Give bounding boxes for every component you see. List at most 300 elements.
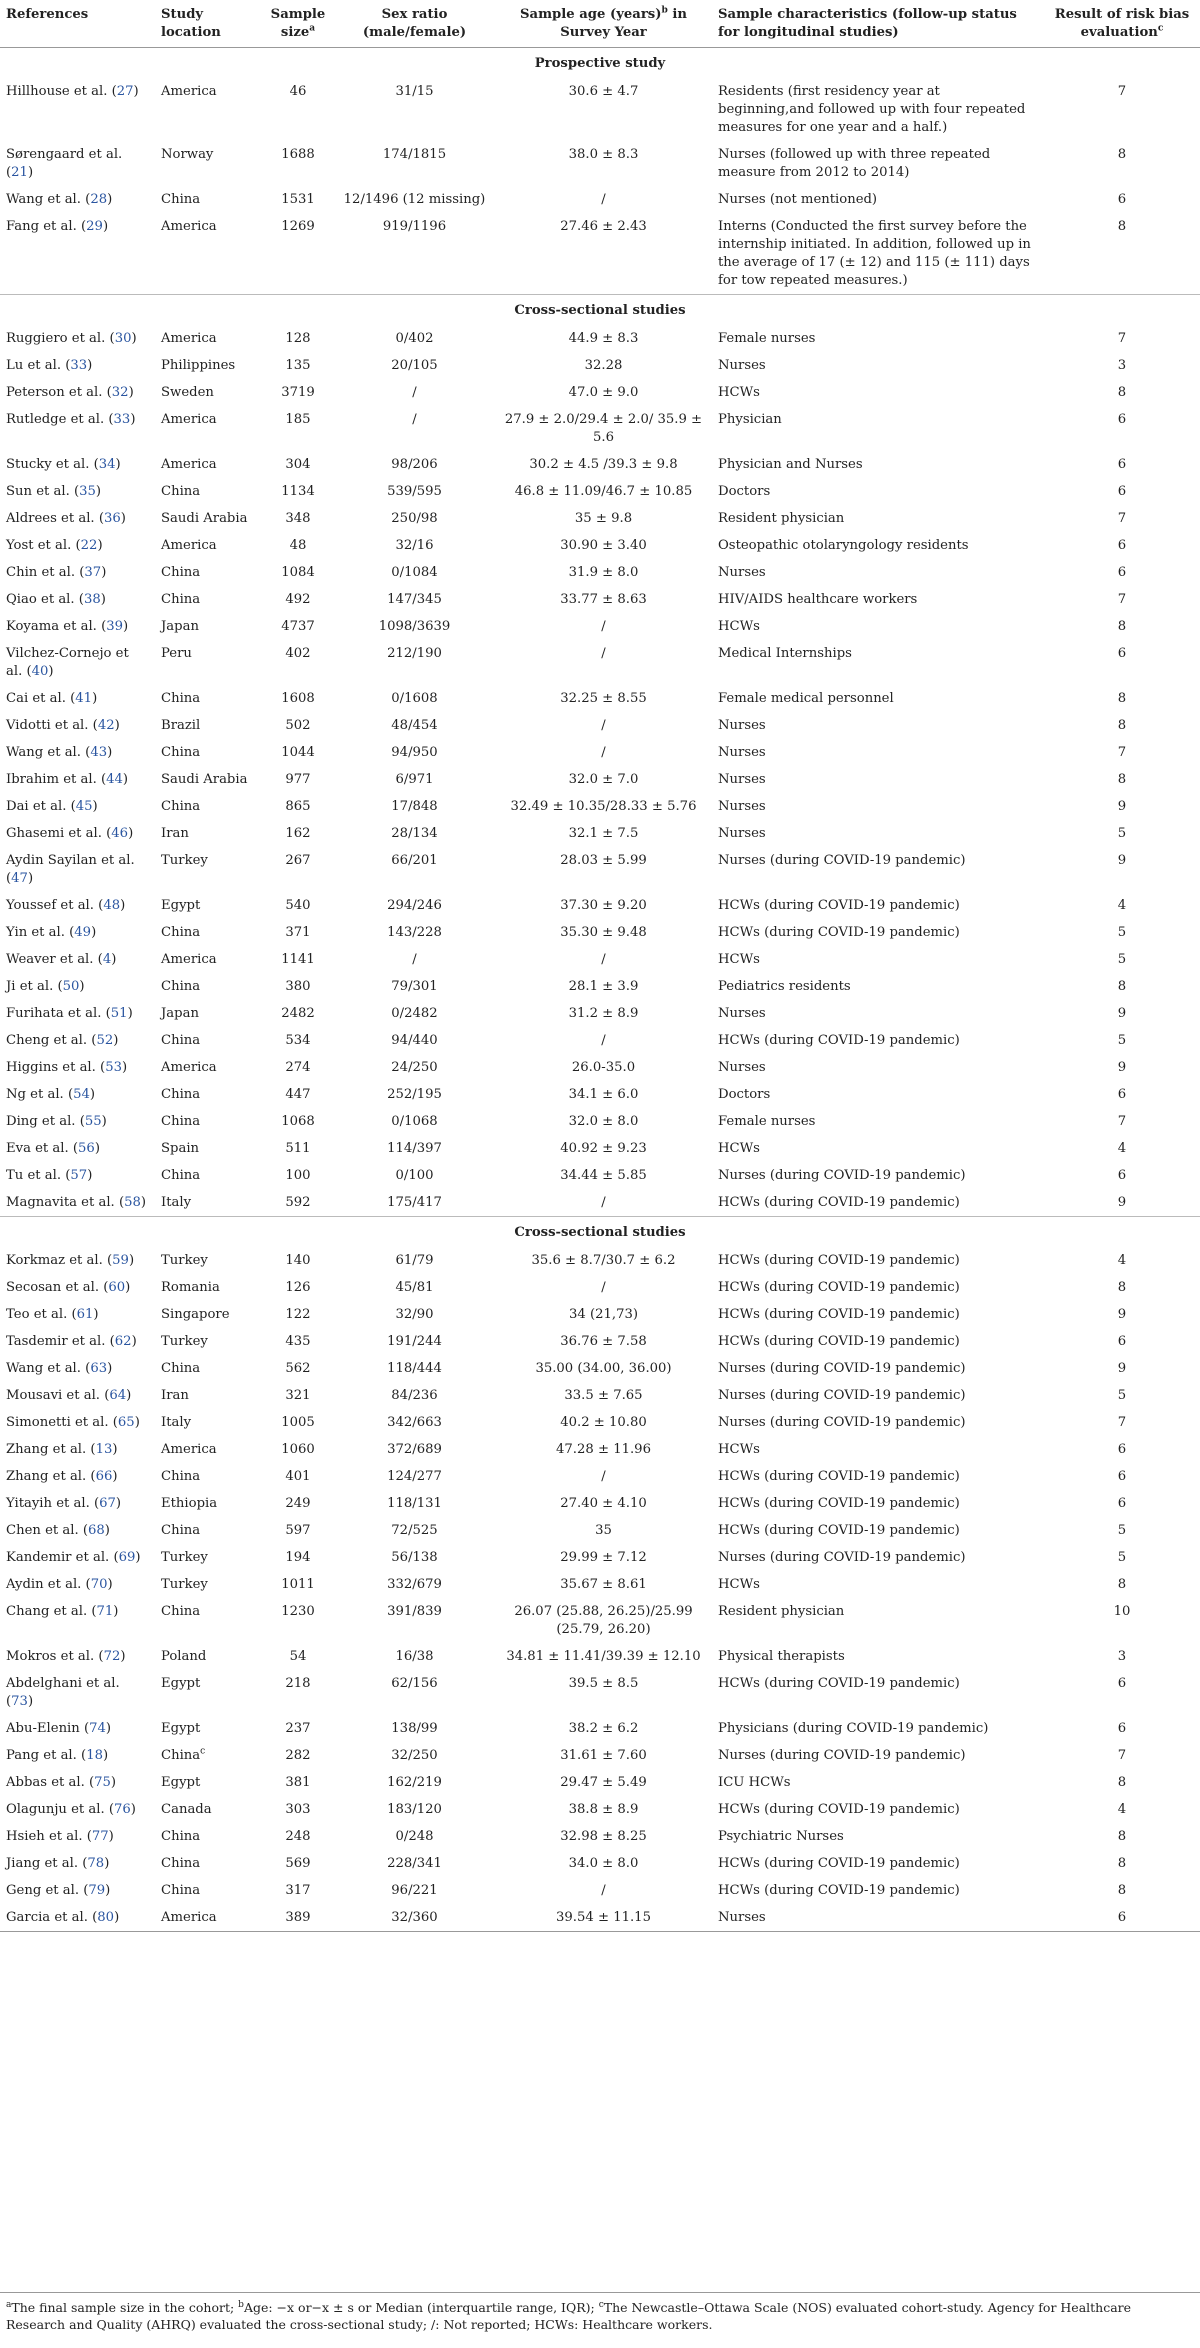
citation-link[interactable]: 47 (11, 871, 28, 886)
location-text: China (161, 1469, 201, 1484)
table-row (0, 712, 1200, 739)
characteristics-cell: HCWs (during COVID-19 pandemic) (718, 1802, 960, 1817)
location-cell (155, 1670, 262, 1715)
location-text: America (161, 84, 217, 99)
sample-age-cell: 39.54 ± 11.15 (495, 1904, 712, 1932)
sample-size-cell: 977 (285, 772, 311, 787)
sample-size-cell: 511 (285, 1141, 311, 1156)
citation-link[interactable]: 28 (90, 192, 108, 207)
sample-size-cell: 140 (285, 1253, 311, 1268)
location-cell (155, 712, 262, 739)
sex-ratio-cell: 0/402 (395, 331, 434, 346)
citation-link[interactable]: 71 (96, 1604, 114, 1619)
location-cell (155, 1643, 262, 1670)
author-name: Korkmaz et al. (6, 1253, 103, 1268)
citation-link[interactable]: 22 (80, 538, 98, 553)
header-sample-age: Sample age (years)$^b$ in Survey Year (495, 0, 712, 48)
citation-link[interactable]: 60 (108, 1280, 126, 1295)
location-text: China (161, 1087, 201, 1102)
sample-age-cell: / (601, 619, 606, 634)
citation-link[interactable]: 41 (75, 691, 93, 706)
sex-ratio-cell: 118/131 (387, 1496, 442, 1511)
table-row (0, 1436, 1200, 1463)
sample-age-cell: / (601, 718, 606, 733)
table-row (0, 1081, 1200, 1108)
table-row (0, 1643, 1200, 1670)
location-cell (155, 1436, 262, 1463)
characteristics-cell: Nurses (718, 826, 766, 841)
sex-ratio-cell: 61/79 (395, 1253, 434, 1268)
characteristics-cell: Nurses (718, 745, 766, 760)
section-title: Cross-sectional studies (0, 295, 1200, 326)
sample-size-cell: 348 (285, 511, 311, 526)
citation-link[interactable]: 54 (73, 1087, 90, 1102)
table-row (0, 919, 1200, 946)
location-cell (155, 186, 262, 213)
location-cell (155, 1000, 262, 1027)
sample-size-cell: 1531 (281, 192, 315, 207)
sample-age-cell: 34 (21,73) (568, 1307, 638, 1322)
risk-bias-cell: 9 (1117, 1361, 1127, 1376)
reference-cell: Vilchez-Cornejo et al. (40) (6, 646, 129, 679)
sample-size-cell: 194 (285, 1550, 311, 1565)
location-footnote-mark: c (200, 1746, 206, 1757)
location-cell (155, 478, 262, 505)
citation-link[interactable]: 57 (70, 1168, 88, 1183)
reference-cell: Hsieh et al. (77) (6, 1829, 114, 1844)
risk-bias-cell: 5 (1117, 826, 1127, 841)
sample-age-cell: 36.76 ± 7.58 (560, 1334, 647, 1349)
characteristics-cell: HIV/AIDS healthcare workers (718, 592, 918, 607)
sex-ratio-cell: 96/221 (391, 1883, 438, 1898)
citation-link[interactable]: 76 (114, 1802, 131, 1817)
author-name: Eva et al. (6, 1141, 69, 1156)
author-name: Ghasemi et al. (6, 826, 102, 841)
risk-bias-cell: 6 (1117, 646, 1127, 661)
author-name: Aydin et al. (6, 1577, 82, 1592)
citation-link[interactable]: 65 (117, 1415, 135, 1430)
sample-age-cell: 28.03 ± 5.99 (560, 853, 647, 868)
characteristics-cell: Nurses (during COVID-19 pandemic) (718, 1415, 966, 1430)
citation-link[interactable]: 39 (106, 619, 124, 634)
citation-link[interactable]: 40 (31, 664, 49, 679)
sex-ratio-cell: 391/839 (387, 1604, 442, 1619)
sample-size-cell: 540 (285, 898, 311, 913)
sample-age-cell: 46.8 ± 11.09/46.7 ± 10.85 (514, 484, 693, 499)
location-text: America (161, 1910, 217, 1925)
citation-link[interactable]: 13 (95, 1442, 113, 1457)
citation-link[interactable]: 29 (86, 219, 103, 234)
characteristics-cell: Nurses (718, 772, 766, 787)
sample-age-cell: 33.77 ± 8.63 (560, 592, 647, 607)
table-row (0, 141, 1200, 186)
sample-size-cell: 128 (285, 331, 311, 346)
sex-ratio-cell: 228/341 (387, 1856, 442, 1871)
characteristics-cell: Nurses (during COVID-19 pandemic) (718, 1748, 966, 1763)
sample-age-cell: / (601, 745, 606, 760)
characteristics-cell: Nurses (712, 1904, 1044, 1932)
location-cell (155, 739, 262, 766)
sample-size-cell: 569 (285, 1856, 311, 1871)
location-text: China (161, 484, 201, 499)
sample-age-cell: 47.0 ± 9.0 (568, 385, 639, 400)
author-name: Ng et al. (6, 1087, 64, 1102)
reference-cell: Tu et al. (57) (6, 1168, 93, 1183)
sample-size-cell: 218 (285, 1676, 311, 1691)
table-row (0, 1823, 1200, 1850)
characteristics-cell: HCWs (during COVID-19 pandemic) (718, 1676, 960, 1691)
citation-link[interactable]: 36 (103, 511, 121, 526)
sample-age-cell: 35 (595, 1523, 612, 1538)
reference-cell: Peterson et al. (32) (6, 385, 134, 400)
location-cell (155, 613, 262, 640)
citation-link[interactable]: 70 (90, 1577, 108, 1592)
sex-ratio-cell: 28/134 (391, 826, 438, 841)
author-name: Higgins et al. (6, 1060, 96, 1075)
reference-cell: Dai et al. (45) (6, 799, 98, 814)
sample-age-cell: 26.0-35.0 (571, 1060, 636, 1075)
sample-size-cell: 162 (285, 826, 311, 841)
sex-ratio-cell: 0/1068 (391, 1114, 438, 1129)
table-row (0, 1328, 1200, 1355)
author-name: Peterson et al. (6, 385, 103, 400)
risk-bias-cell: 8 (1117, 1883, 1127, 1898)
location-cell (155, 1355, 262, 1382)
author-name: Weaver et al. (6, 952, 94, 967)
risk-bias-cell: 6 (1117, 1168, 1127, 1183)
location-cell (155, 1054, 262, 1081)
location-cell (155, 946, 262, 973)
sample-size-cell: 492 (285, 592, 311, 607)
sample-age-cell: 32.25 ± 8.55 (560, 691, 647, 706)
sample-age-cell: 38.2 ± 6.2 (568, 1721, 639, 1736)
reference-cell: Yin et al. (49) (6, 925, 97, 940)
sample-size-cell: 4737 (281, 619, 315, 634)
reference-cell: Korkmaz et al. (59) (6, 1253, 135, 1268)
citation-link[interactable]: 27 (116, 84, 134, 99)
reference-cell: Garcia et al. (80) (0, 1904, 155, 1932)
sample-size-cell: 1141 (281, 952, 315, 967)
reference-cell: Vidotti et al. (42) (6, 718, 120, 733)
sample-size-cell: 249 (285, 1496, 311, 1511)
citation-link[interactable]: 58 (124, 1195, 141, 1210)
citation-link[interactable]: 68 (88, 1523, 105, 1538)
author-name: Zhang et al. (6, 1469, 87, 1484)
risk-bias-cell: 7 (1117, 511, 1127, 526)
sex-ratio-cell: 114/397 (387, 1141, 442, 1156)
sample-age-cell: 40.2 ± 10.80 (560, 1415, 647, 1430)
citation-link[interactable]: 51 (110, 1006, 128, 1021)
characteristics-cell: HCWs (during COVID-19 pandemic) (718, 1195, 960, 1210)
author-name: Vidotti et al. (6, 718, 89, 733)
location-cell (155, 406, 262, 451)
reference-cell: Chen et al. (68) (6, 1523, 110, 1538)
citation-link[interactable]: 33 (113, 412, 131, 427)
sample-size-cell: 2482 (281, 1006, 315, 1021)
risk-bias-cell: 8 (1117, 1577, 1127, 1592)
sample-size-cell: 267 (285, 853, 311, 868)
risk-bias-cell: 6 (1117, 1721, 1127, 1736)
author-name: Jiang et al. (6, 1856, 79, 1871)
header-risk-bias: Result of risk bias evaluation$^c$ (1044, 0, 1200, 48)
author-name: Qiao et al. (6, 592, 75, 607)
table-body (0, 48, 1200, 1932)
sex-ratio-cell: 0/2482 (391, 1006, 438, 1021)
table-row (0, 1189, 1200, 1217)
risk-bias-cell: 4 (1117, 898, 1127, 913)
reference-cell: Lu et al. (33) (6, 358, 93, 373)
location-cell (155, 451, 262, 478)
author-name: Mokros et al. (6, 1649, 95, 1664)
author-name: Ji et al. (6, 979, 54, 994)
citation-link[interactable]: 78 (87, 1856, 105, 1871)
author-name: Vilchez-Cornejo et al. (6, 646, 129, 679)
header-location: Study location (155, 0, 262, 48)
sex-ratio-cell: 0/248 (395, 1829, 434, 1844)
citation-link[interactable]: 37 (84, 565, 102, 580)
citation-link[interactable]: 18 (86, 1748, 103, 1763)
sex-ratio-cell: 48/454 (391, 718, 438, 733)
location-text: America (161, 412, 217, 427)
table-row (0, 186, 1200, 213)
author-name: Cai et al. (6, 691, 66, 706)
sample-age-cell: 27.46 ± 2.43 (560, 219, 647, 234)
header-references: References (0, 0, 155, 48)
table-row (0, 1796, 1200, 1823)
reference-cell: Magnavita et al. (58) (6, 1195, 147, 1210)
characteristics-cell: Nurses (during COVID-19 pandemic) (718, 1388, 966, 1403)
sex-ratio-cell: 45/81 (395, 1280, 434, 1295)
citation-link[interactable]: 79 (88, 1883, 106, 1898)
characteristics-cell: Pediatrics residents (718, 979, 851, 994)
risk-bias-cell: 8 (1117, 619, 1127, 634)
characteristics-cell: ICU HCWs (718, 1775, 791, 1790)
citation-link[interactable]: 59 (112, 1253, 129, 1268)
location-cell (155, 1796, 262, 1823)
risk-bias-cell: 7 (1117, 1748, 1127, 1763)
table-row (0, 1904, 1200, 1932)
author-name: Ibrahim et al. (6, 772, 97, 787)
table-row (0, 1517, 1200, 1544)
risk-bias-cell: 7 (1117, 1415, 1127, 1430)
citation-link[interactable]: 75 (94, 1775, 111, 1790)
location-cell (155, 78, 262, 141)
author-name: Magnavita et al. (6, 1195, 115, 1210)
sample-size-cell: 304 (285, 457, 311, 472)
citation-link[interactable]: 49 (74, 925, 92, 940)
citation-link[interactable]: 44 (106, 772, 123, 787)
citation-link[interactable]: 69 (118, 1550, 136, 1565)
risk-bias-cell: 5 (1117, 1523, 1127, 1538)
sample-age-cell: 26.07 (25.88, 26.25)/25.99 (25.79, 26.20) (514, 1604, 693, 1637)
location-text: China (161, 1114, 201, 1129)
citation-link[interactable]: 48 (103, 898, 121, 913)
sex-ratio-cell: 212/190 (387, 646, 442, 661)
characteristics-cell: Nurses (not mentioned) (718, 192, 878, 207)
section-title: Cross-sectional studies (0, 1217, 1200, 1248)
citation-link[interactable]: 38 (83, 592, 101, 607)
reference-cell: Aldrees et al. (36) (6, 511, 126, 526)
table-row (0, 613, 1200, 640)
sample-age-cell: 29.99 ± 7.12 (560, 1550, 647, 1565)
sex-ratio-cell: 32/360 (334, 1904, 495, 1932)
location-cell (155, 1247, 262, 1274)
reference-cell: Ibrahim et al. (44) (6, 772, 129, 787)
location-cell (155, 1382, 262, 1409)
characteristics-cell: HCWs (during COVID-19 pandemic) (718, 1883, 960, 1898)
citation-link[interactable]: 64 (109, 1388, 127, 1403)
citation-link[interactable]: 66 (95, 1469, 113, 1484)
reference-cell: Wang et al. (63) (6, 1361, 113, 1376)
citation-link[interactable]: 32 (111, 385, 129, 400)
sample-size-cell: 502 (285, 718, 311, 733)
sample-size-cell: 100 (285, 1168, 311, 1183)
location-text: China (161, 1856, 201, 1871)
citation-link[interactable]: 4 (102, 952, 112, 967)
header-characteristics: Sample characteristics (follow-up status for longitudinal studies) (712, 0, 1044, 48)
citation-link[interactable]: 45 (75, 799, 93, 814)
characteristics-cell: HCWs (during COVID-19 pandemic) (718, 1334, 960, 1349)
citation-link[interactable]: 33 (70, 358, 88, 373)
author-name: Sørengaard et al. (6, 147, 123, 162)
reference-cell: Aydin Sayilan et al. (47) (6, 853, 135, 886)
citation-link[interactable]: 77 (91, 1829, 109, 1844)
citation-link[interactable]: 35 (79, 484, 96, 499)
citation-link[interactable]: 42 (97, 718, 115, 733)
sample-size-cell: 1230 (281, 1604, 315, 1619)
citation-link[interactable]: 43 (90, 745, 108, 760)
reference-cell: Rutledge et al. (33) (6, 412, 136, 427)
author-name: Olagunju et al. (6, 1802, 105, 1817)
sex-ratio-cell: 183/120 (387, 1802, 442, 1817)
risk-bias-cell: 8 (1117, 1775, 1127, 1790)
location-text: China (161, 1361, 201, 1376)
reference-cell: Koyama et al. (39) (6, 619, 129, 634)
table-row (0, 352, 1200, 379)
table-row (0, 1490, 1200, 1517)
sample-size-cell: 321 (285, 1388, 311, 1403)
sample-age-cell: / (601, 192, 606, 207)
risk-bias-cell: 8 (1117, 1856, 1127, 1871)
reference-cell: Cai et al. (41) (6, 691, 98, 706)
reference-cell: Chang et al. (71) (6, 1604, 119, 1619)
reference-cell: Wang et al. (28) (6, 192, 113, 207)
citation-link[interactable]: 52 (96, 1033, 114, 1048)
table-row (0, 1135, 1200, 1162)
author-name: Kandemir et al. (6, 1550, 110, 1565)
table-row (0, 820, 1200, 847)
location-cell (155, 1769, 262, 1796)
characteristics-cell: Female nurses (718, 331, 816, 346)
sample-size-cell: 126 (285, 1280, 311, 1295)
citation-link[interactable]: 46 (111, 826, 129, 841)
citation-link[interactable]: 62 (114, 1334, 132, 1349)
sex-ratio-cell: 16/38 (395, 1649, 434, 1664)
reference-cell: Weaver et al. (4) (6, 952, 117, 967)
risk-bias-cell: 5 (1117, 952, 1127, 967)
sex-ratio-cell: 6/971 (395, 772, 434, 787)
risk-bias-cell: 6 (1117, 484, 1127, 499)
location-cell (155, 1081, 262, 1108)
sex-ratio-cell: 539/595 (387, 484, 442, 499)
citation-link[interactable]: 73 (11, 1694, 28, 1709)
location-text: China (161, 1829, 201, 1844)
sex-ratio-cell: 32/16 (395, 538, 434, 553)
citation-link[interactable]: 53 (105, 1060, 122, 1075)
table-row (0, 559, 1200, 586)
citation-link[interactable]: 80 (97, 1910, 115, 1925)
sex-ratio-cell: 62/156 (391, 1676, 438, 1691)
risk-bias-cell: 7 (1117, 1114, 1127, 1129)
reference-cell: Youssef et al. (48) (6, 898, 126, 913)
citation-link[interactable]: 30 (114, 331, 132, 346)
table-row (0, 1670, 1200, 1715)
table-row (0, 685, 1200, 712)
sample-size-cell: 865 (285, 799, 311, 814)
citation-link[interactable]: 67 (99, 1496, 116, 1511)
citation-link[interactable]: 63 (90, 1361, 108, 1376)
characteristics-cell: HCWs (during COVID-19 pandemic) (718, 1469, 960, 1484)
location-cell (155, 1463, 262, 1490)
citation-link[interactable]: 50 (62, 979, 80, 994)
location-cell (155, 532, 262, 559)
sample-size-cell: 46 (289, 84, 307, 99)
reference-cell: Geng et al. (79) (6, 1883, 111, 1898)
sample-age-cell: 38.0 ± 8.3 (568, 147, 639, 162)
risk-bias-cell: 8 (1117, 718, 1127, 733)
citation-link[interactable]: 72 (103, 1649, 121, 1664)
section-header-row (0, 48, 1200, 79)
citation-link[interactable]: 34 (98, 457, 116, 472)
reference-cell: Abdelghani et al. (73) (6, 1676, 120, 1709)
sex-ratio-cell: 72/525 (391, 1523, 438, 1538)
table-header-row (0, 0, 1200, 48)
reference-cell: Mousavi et al. (64) (6, 1388, 132, 1403)
location-text: Turkey (161, 1334, 208, 1349)
author-name: Yitayih et al. (6, 1496, 90, 1511)
author-name: Aldrees et al. (6, 511, 95, 526)
sample-size-cell: 1269 (281, 219, 315, 234)
table-row (0, 1162, 1200, 1189)
sex-ratio-cell: / (412, 952, 417, 967)
table-row (0, 451, 1200, 478)
citation-link[interactable]: 56 (78, 1141, 95, 1156)
citation-link[interactable]: 55 (84, 1114, 102, 1129)
sample-age-cell: 31.9 ± 8.0 (568, 565, 639, 580)
sex-ratio-cell: 191/244 (387, 1334, 442, 1349)
citation-link[interactable]: 61 (76, 1307, 94, 1322)
location-cell (155, 1108, 262, 1135)
risk-bias-cell: 8 (1117, 979, 1127, 994)
sex-ratio-cell: 32/250 (391, 1748, 438, 1763)
risk-bias-cell: 7 (1117, 592, 1127, 607)
citation-link[interactable]: 74 (89, 1721, 106, 1736)
characteristics-cell: HCWs (during COVID-19 pandemic) (718, 1856, 960, 1871)
risk-bias-cell: 6 (1117, 1087, 1127, 1102)
location-text: China (161, 1523, 201, 1538)
sex-ratio-cell: 175/417 (387, 1195, 442, 1210)
citation-link[interactable]: 21 (11, 165, 28, 180)
section-title: Prospective study (534, 56, 666, 71)
location-text: China (161, 192, 201, 207)
author-name: Chang et al. (6, 1604, 88, 1619)
location-cell (155, 973, 262, 1000)
characteristics-cell: Nurses (during COVID-19 pandemic) (718, 1168, 966, 1183)
characteristics-cell: HCWs (during COVID-19 pandemic) (718, 898, 960, 913)
location-text: Singapore (161, 1307, 230, 1322)
sample-age-cell: 34.44 ± 5.85 (560, 1168, 647, 1183)
location-cell (155, 559, 262, 586)
